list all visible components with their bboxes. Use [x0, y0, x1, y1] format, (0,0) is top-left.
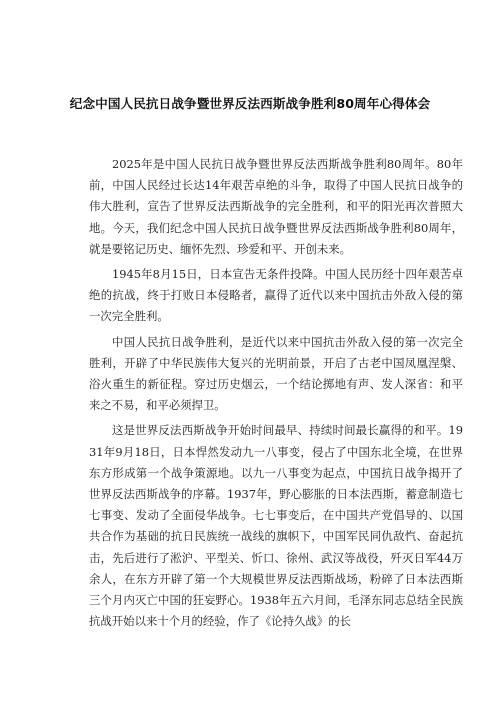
paragraph: 中国人民抗日战争胜利，是近代以来中国抗击外敌入侵的第一次完全胜利，开辟了中华民族伟大复兴的光明前景，开启了古老中国凤凰涅槃、浴火重生的新征程。穿过历史烟云，一个结论掷地有声、发人深省：和平来之不易，和平必须捍卫。 — [89, 334, 463, 413]
document-body — [89, 154, 463, 636]
paragraph: 1945年8月15日，日本宣告无条件投降。中国人民历经十四年艰苦卓绝的抗战，终于打败日本侵略者，赢得了近代以来中国抗击外敌入侵的第一次完全胜利。 — [89, 267, 463, 324]
document-title: 纪念中国人民抗日战争暨世界反法西斯战争胜利80周年心得体会 — [69, 96, 431, 111]
paragraph: 这是世界反法西斯战争开始时间最早、持续时间最长赢得的和平。1931年9月18日，日本悍然发动九一八事变，侵占了中国东北全境，在世界东方形成第一个战争策源地。以九一八事变为起点，中国抗日战争揭开了世界反法西斯战争的序幕。1937年，野心膨胀的日本法西斯，蓄意制造七七事变、发动了全面侵华战争。七七事变后，在中国共产党倡导的、以国共合作为基础的抗日民族统一战线的旗帜下，中国军民同仇敌忾、奋起抗击，先后进行了淞沪、平型关、忻口、徐州、武汉等战役，歼灭日军44万余人，在东方开辟了第一个大规模世界反法西斯战场，粉碎了日本法西斯三个月内灭亡中国的狂妄野心。1938年五六月间，毛泽东同志总结全民族抗战开始以来十个月的经验，作了《论持久战》的长 — [89, 423, 463, 629]
paragraph: 2025年是中国人民抗日战争暨世界反法西斯战争胜利80周年。80年前，中国人民经过长达14年艰苦卓绝的斗争，取得了中国人民抗日战争的伟大胜利，宣告了世界反法西斯战争的完全胜利，和平的阳光再次普照大地。今天，我们纪念中国人民抗日战争暨世界反法西斯战争胜利80周年，就是要铭记历史、缅怀先烈、珍爱和平、开创未来。 — [89, 157, 463, 256]
